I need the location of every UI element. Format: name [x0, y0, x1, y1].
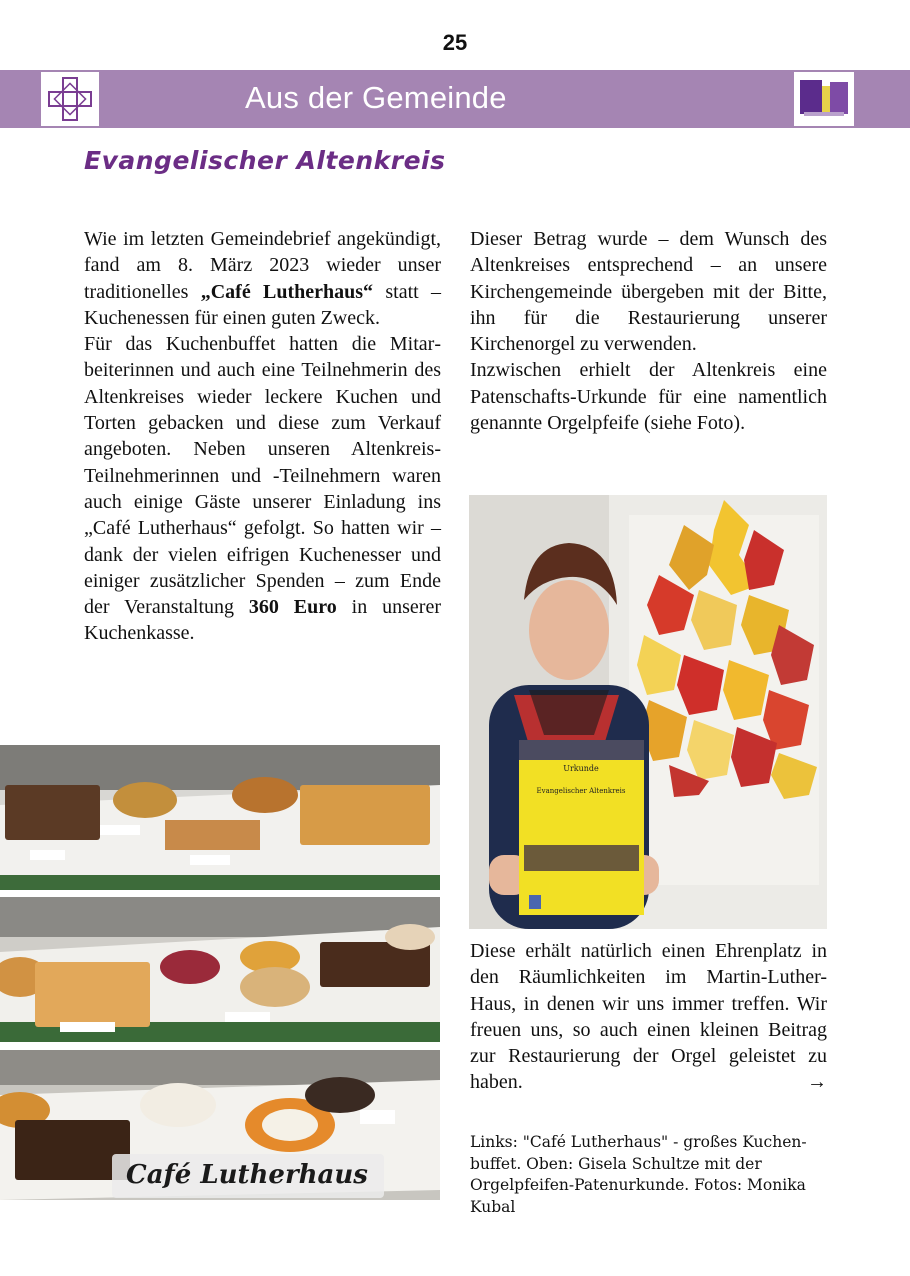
parish-photo-logo-icon: [794, 72, 854, 126]
left-p2-text-a: Für das Kuchenbuffet hatten die Mitarbeiterinnen und auch eine Teilnehmerin des Altenkreises wieder leckere Kuchen und Torten gebacken und diese zum Verkauf angeboten. Neben unseren Altenkreis-Teilnehmerinnen und -Teilnehmern waren auch einige Gäste unserer Einladung ins „Café Lutherhaus“ gefolgt. So hatten wir – dank der vielen eifrigen Kuchenesser und einiger zusätzlicher Spenden – zum Ende der Veranstaltung: [84, 333, 441, 619]
portrait-photo: [469, 495, 827, 929]
photo-caption: Links: "Café Lutherhaus" - großes Kuchenbuffet. Oben: Gisela Schultze mit der Orgelpfeifen-Patenurkunde. Fotos: Monika Kubal: [470, 1133, 807, 1216]
cake-photo-1: [0, 745, 440, 890]
after-photo-paragraph: [470, 938, 827, 1096]
left-p1-bold: „Café Lutherhaus“: [200, 280, 374, 303]
left-p1-text-b: statt – Kuchenessen für einen guten Zweck.: [84, 280, 441, 329]
cake-buffet-photos: [0, 745, 440, 1200]
continue-arrow-icon: →: [807, 1071, 827, 1094]
page-number: 25: [442, 30, 468, 55]
left-column: [84, 226, 441, 647]
left-p1-text-a: Wie im letzten Gemeindebrief angekündigt, fand am 8. März 2023 wieder unser traditionelles: [84, 228, 441, 303]
header-band: [0, 70, 910, 128]
right-paragraph-1: Dieser Betrag wurde – dem Wunsch des Altenkreises entsprechend – an unsere Kirchengemeinde übergeben mit der Bitte, ihn für die Restaurierung unserer Kirchenorgel zu verwenden.: [470, 228, 827, 356]
left-paragraph-1: [84, 226, 441, 331]
right-column: [470, 226, 827, 436]
after-photo-text: Diese erhält natürlich einen Ehrenplatz in den Räumlichkeiten im Martin-Luther-Haus, in denen wir uns immer treffen. Wir freuen uns, so auch einen kleinen Beitrag zur Restaurierung der Orgel geleistet zu haben.: [470, 940, 827, 1094]
left-p2-bold: 360 Euro: [248, 596, 337, 619]
certificate-subtitle: Evangelischer Altenkreis: [536, 787, 626, 795]
cafe-lutherhaus-text: Café Lutherhaus: [126, 1160, 368, 1190]
cafe-lutherhaus-label: [112, 1154, 384, 1198]
right-paragraph-2: Inzwischen erhielt der Altenkreis eine Patenschafts-Urkunde für eine namentlich genannte Orgelpfeife (siehe Foto).: [470, 359, 827, 435]
left-paragraph-2: [84, 331, 441, 647]
left-p2-text-b: in unserer Kuchenkasse.: [84, 596, 441, 645]
certificate-title: Urkunde: [563, 764, 599, 773]
header-title: Aus der Gemeinde: [245, 80, 507, 115]
cake-photo-2: [0, 897, 440, 1042]
section-title: Evangelischer Altenkreis: [84, 146, 446, 175]
church-cross-logo-icon: [41, 72, 99, 126]
